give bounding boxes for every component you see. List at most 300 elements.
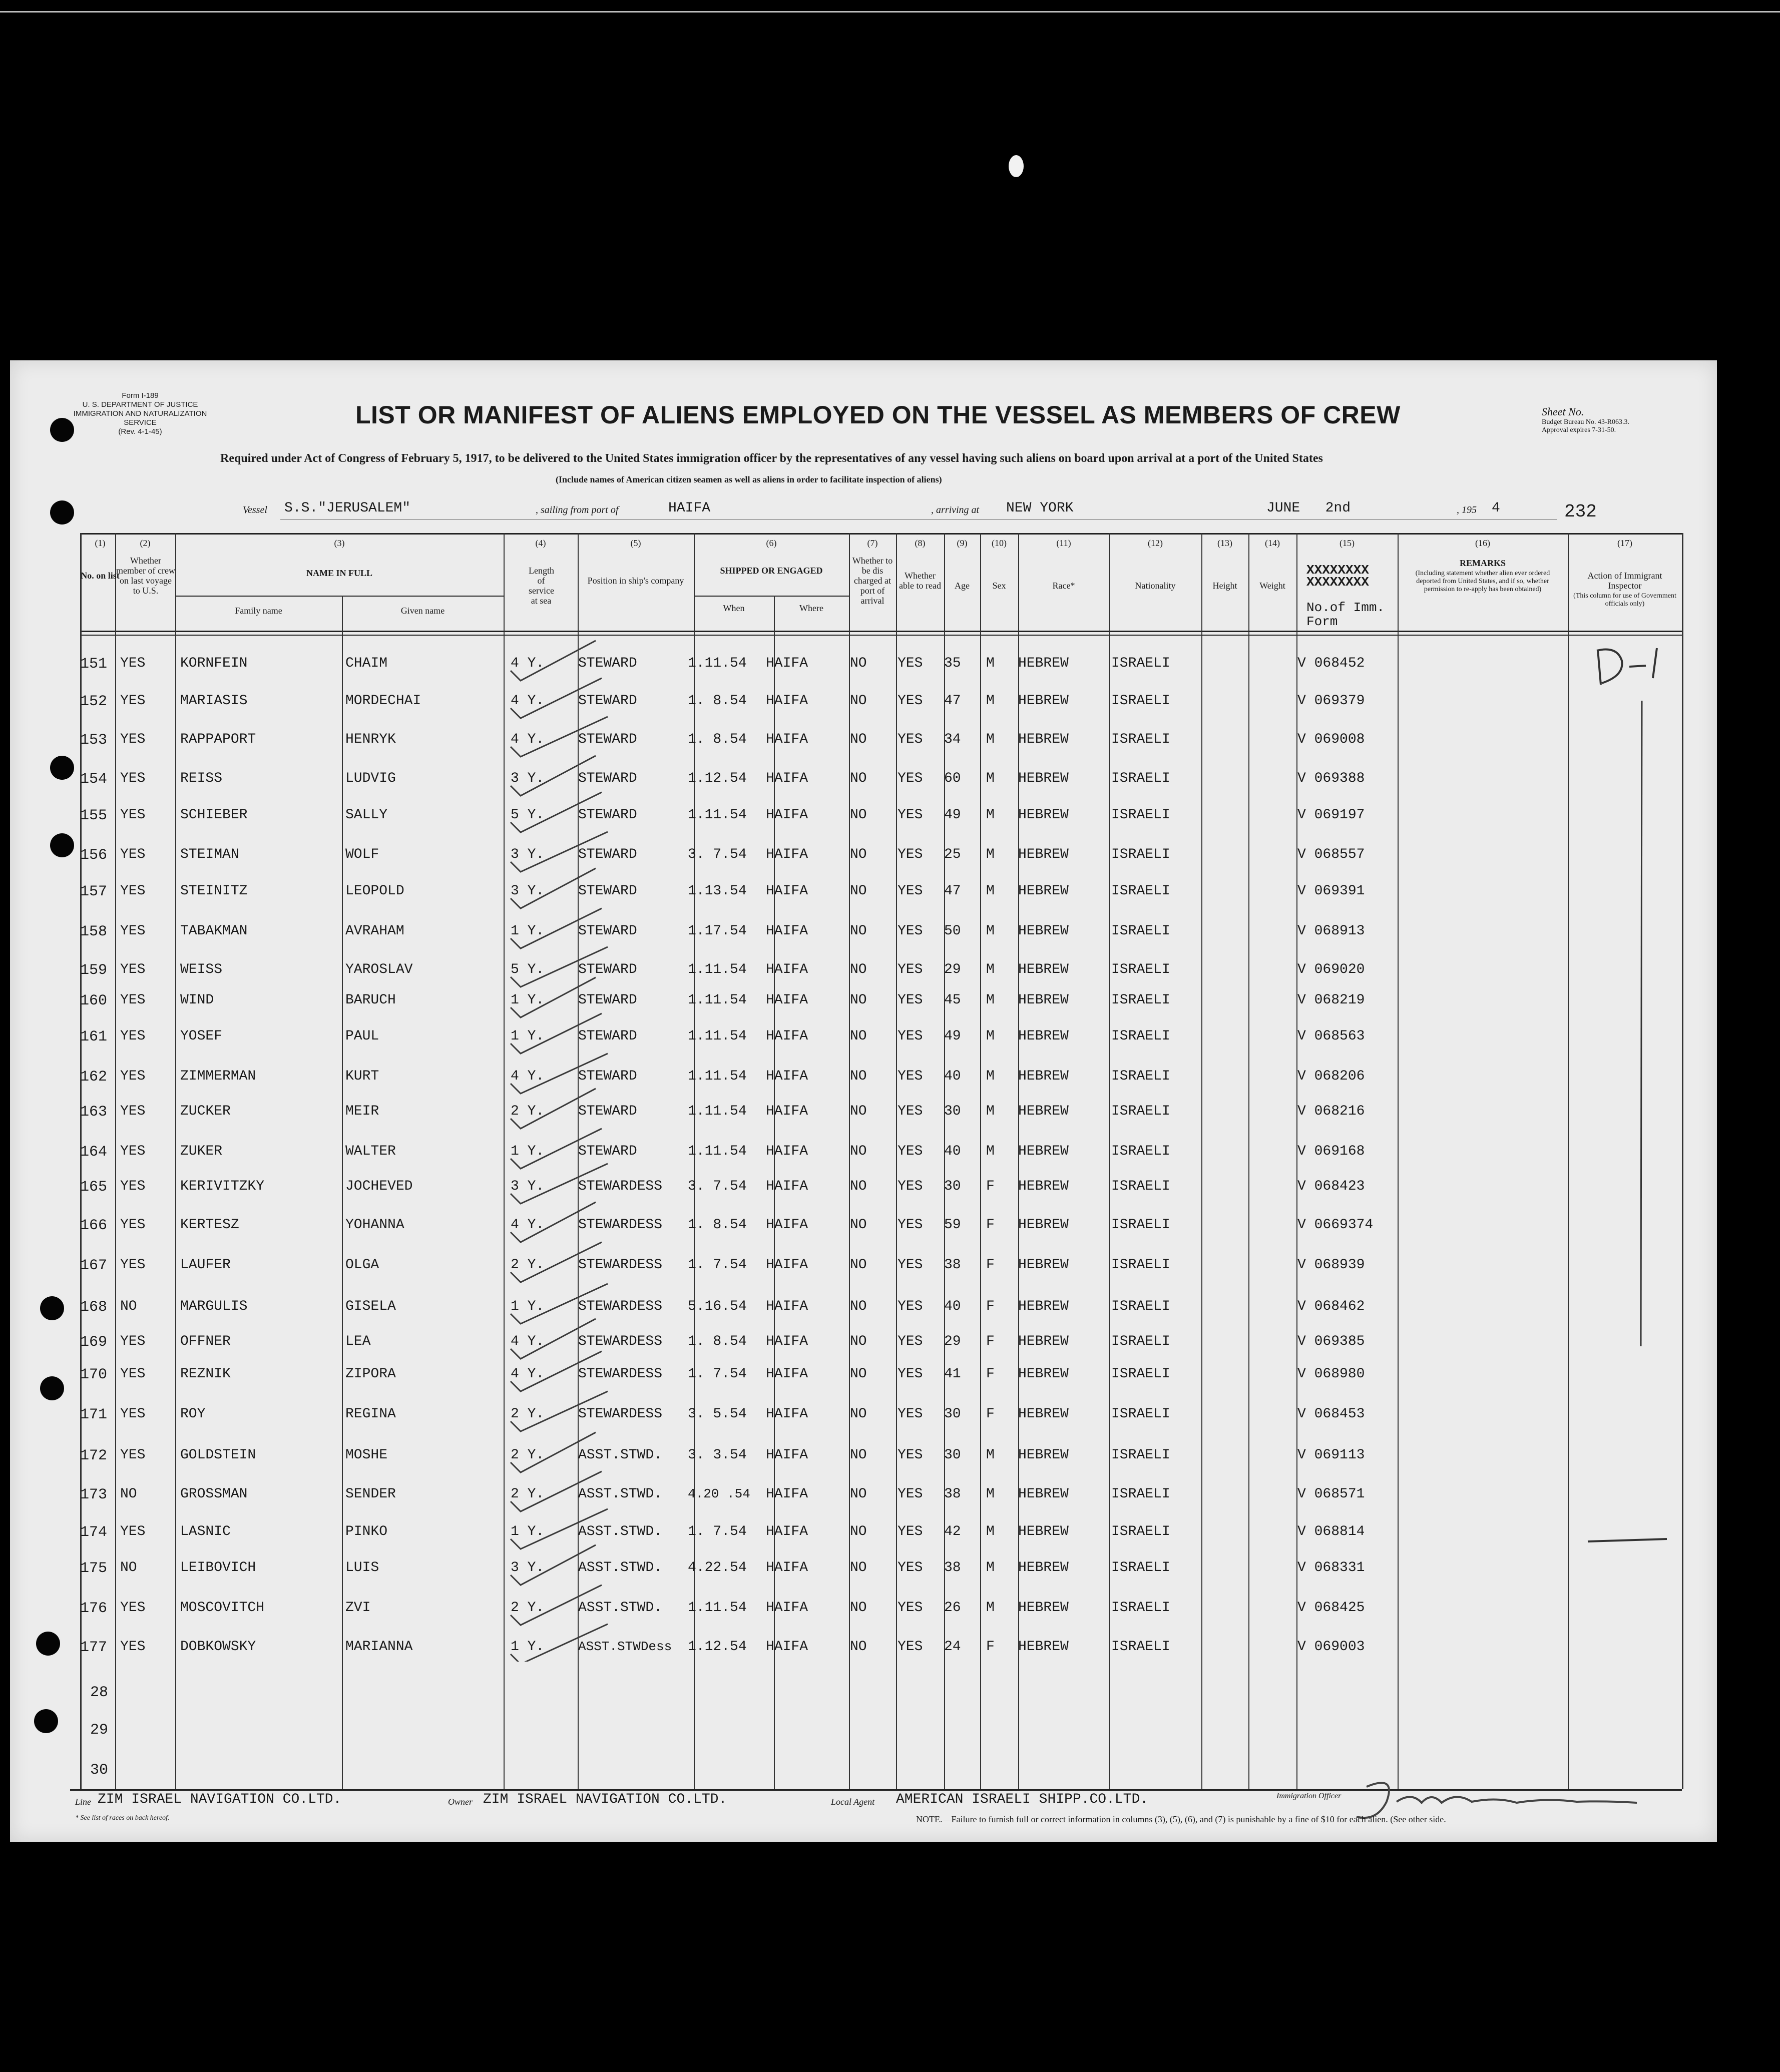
discharged: NO — [850, 1144, 867, 1159]
engaged-when: 1.11.54 — [688, 656, 747, 671]
sex: M — [986, 1028, 995, 1044]
sheet-label: Sheet No. — [1542, 405, 1584, 418]
engaged-where: HAIFA — [766, 1560, 808, 1576]
engaged-where: HAIFA — [766, 1447, 808, 1463]
race: HEBREW — [1018, 1486, 1069, 1502]
family-name: RAPPAPORT — [180, 732, 256, 747]
revision: (Rev. 4-1-45) — [118, 427, 162, 436]
sex: M — [986, 883, 995, 899]
imm-form-number: V 069008 — [1297, 732, 1365, 747]
engaged-when: 1.17.54 — [688, 923, 747, 939]
family-name: STEIMAN — [180, 847, 239, 862]
previous-voyage: YES — [120, 1639, 146, 1655]
race: HEBREW — [1018, 771, 1069, 786]
discharged: NO — [850, 962, 867, 977]
service-length: 1 Y. — [511, 1028, 545, 1044]
nationality: ISRAELI — [1111, 1524, 1170, 1539]
given-name: YOHANNA — [345, 1217, 404, 1233]
col8-label: Whether able to read — [899, 571, 941, 591]
col4-num: (4) — [535, 538, 546, 548]
service-length: 1 Y. — [511, 992, 545, 1008]
col7-num: (7) — [867, 538, 878, 548]
previous-voyage: YES — [120, 1406, 146, 1422]
previous-voyage: YES — [120, 992, 146, 1008]
position: STEWARD — [578, 1069, 637, 1084]
previous-voyage: YES — [120, 732, 146, 747]
imm-form-number: V 069379 — [1297, 693, 1365, 709]
discharged: NO — [850, 1299, 867, 1314]
previous-voyage: YES — [120, 962, 146, 977]
row-number: 156 — [80, 847, 108, 864]
position: STEWARDESS — [578, 1179, 663, 1194]
family-name: LAUFER — [180, 1257, 231, 1273]
previous-voyage: YES — [120, 1028, 146, 1044]
able-to-read: YES — [898, 1069, 923, 1084]
nationality: ISRAELI — [1111, 1406, 1170, 1422]
family-name: WEISS — [180, 962, 223, 977]
check-mark — [511, 717, 608, 757]
age: 34 — [944, 732, 961, 747]
punch-hole — [34, 1709, 58, 1733]
nationality: ISRAELI — [1111, 1366, 1170, 1382]
sex: F — [986, 1217, 995, 1233]
engaged-where: HAIFA — [766, 732, 808, 747]
agent-label: Local Agent — [831, 1797, 875, 1807]
age: 49 — [944, 1028, 961, 1044]
age: 59 — [944, 1217, 961, 1233]
discharged: NO — [850, 1028, 867, 1044]
imm-form-number: V 068423 — [1297, 1179, 1365, 1194]
port-to: NEW YORK — [1006, 500, 1074, 516]
sex: M — [986, 1486, 995, 1502]
check-mark — [511, 1432, 596, 1472]
race: HEBREW — [1018, 1334, 1069, 1349]
nationality: ISRAELI — [1111, 771, 1170, 786]
age: 47 — [944, 883, 961, 899]
previous-voyage: YES — [120, 1257, 146, 1273]
engaged-where: HAIFA — [766, 1486, 808, 1502]
sex: F — [986, 1179, 995, 1194]
row-number: 168 — [80, 1299, 108, 1316]
sex: F — [986, 1639, 995, 1655]
nationality: ISRAELI — [1111, 1144, 1170, 1159]
able-to-read: YES — [898, 1104, 923, 1119]
check-mark — [511, 1545, 596, 1585]
engaged-where: HAIFA — [766, 693, 808, 709]
col13-num: (13) — [1217, 538, 1232, 548]
year-digit: 4 — [1492, 500, 1500, 516]
engaged-where: HAIFA — [766, 1179, 808, 1194]
service-length: 3 Y. — [511, 771, 545, 786]
age: 38 — [944, 1486, 961, 1502]
position: STEWARDESS — [578, 1366, 663, 1382]
imm-form-number: V 0669374 — [1297, 1217, 1374, 1233]
race: HEBREW — [1018, 992, 1069, 1008]
family-name: WIND — [180, 992, 214, 1008]
imm-form-number: V 068939 — [1297, 1257, 1365, 1273]
service-length: 1 Y. — [511, 923, 545, 939]
check-mark — [511, 1202, 596, 1242]
sex: M — [986, 1560, 995, 1576]
age: 30 — [944, 1179, 961, 1194]
punch-hole — [40, 1296, 64, 1320]
position: ASST.STWD. — [578, 1560, 663, 1576]
sex: M — [986, 1524, 995, 1539]
nationality: ISRAELI — [1111, 693, 1170, 709]
col4-label: Length of service at sea — [529, 566, 554, 606]
position: STEWARDESS — [578, 1334, 663, 1349]
engaged-where: HAIFA — [766, 1217, 808, 1233]
engaged-where: HAIFA — [766, 1104, 808, 1119]
given-name: MORDECHAI — [345, 693, 421, 709]
race: HEBREW — [1018, 807, 1069, 823]
discharged: NO — [850, 1334, 867, 1349]
officer-label: Immigration Officer — [1276, 1792, 1342, 1800]
check-mark — [511, 947, 608, 987]
engaged-where: HAIFA — [766, 923, 808, 939]
punch-hole — [36, 1632, 60, 1656]
engaged-where: HAIFA — [766, 807, 808, 823]
able-to-read: YES — [898, 962, 923, 977]
service-length: 4 Y. — [511, 656, 545, 671]
able-to-read: YES — [898, 693, 923, 709]
given-name: GISELA — [345, 1299, 396, 1314]
col16-num: (16) — [1475, 538, 1490, 548]
col3-label: NAME IN FULL — [306, 568, 372, 578]
given-name: JOCHEVED — [345, 1179, 413, 1194]
given-name: LEA — [345, 1334, 371, 1349]
position: STEWARD — [578, 693, 637, 709]
empty-row-number: 29 — [90, 1722, 109, 1739]
col9-num: (9) — [957, 538, 968, 548]
age: 24 — [944, 1639, 961, 1655]
imm-form-number: V 069020 — [1297, 962, 1365, 977]
row-number: 157 — [80, 883, 108, 900]
nationality: ISRAELI — [1111, 1104, 1170, 1119]
previous-voyage: YES — [120, 1217, 146, 1233]
able-to-read: YES — [898, 1334, 923, 1349]
given-name: PAUL — [345, 1028, 379, 1044]
row-number: 155 — [80, 807, 108, 824]
col2-label: Whether member of crew on last voyage to U.S. — [116, 556, 175, 596]
family-name: ROY — [180, 1406, 206, 1422]
service-length: 4 Y. — [511, 1334, 545, 1349]
check-mark — [511, 756, 596, 796]
family-name: KERTESZ — [180, 1217, 239, 1233]
race: HEBREW — [1018, 656, 1069, 671]
discharged: NO — [850, 1257, 867, 1273]
service-length: 1 Y. — [511, 1639, 545, 1655]
age: 40 — [944, 1299, 961, 1314]
given-name: WALTER — [345, 1144, 396, 1159]
discharged: NO — [850, 847, 867, 862]
age: 30 — [944, 1447, 961, 1463]
able-to-read: YES — [898, 883, 923, 899]
previous-voyage: YES — [120, 693, 146, 709]
able-to-read: YES — [898, 1028, 923, 1044]
table-subrule — [694, 596, 849, 597]
discharged: NO — [850, 732, 867, 747]
given-name: OLGA — [345, 1257, 379, 1273]
family-name: MOSCOVITCH — [180, 1600, 265, 1616]
age: 49 — [944, 807, 961, 823]
check-mark — [511, 1585, 602, 1625]
service-length: 5 Y. — [511, 962, 545, 977]
age: 25 — [944, 847, 961, 862]
position: STEWARD — [578, 1104, 637, 1119]
previous-voyage: YES — [120, 1600, 146, 1616]
position: STEWARDESS — [578, 1406, 663, 1422]
position: STEWARDESS — [578, 1217, 663, 1233]
engaged-where: HAIFA — [766, 992, 808, 1008]
given-name: PINKO — [345, 1524, 388, 1539]
engaged-where: HAIFA — [766, 1600, 808, 1616]
table-column-line — [504, 533, 505, 1789]
engaged-when: 1.13.54 — [688, 883, 747, 899]
service: IMMIGRATION AND NATURALIZATION SERVICE — [73, 409, 207, 427]
previous-voyage: YES — [120, 847, 146, 862]
discharged: NO — [850, 771, 867, 786]
table-rule — [80, 631, 1682, 632]
family-name: YOSEF — [180, 1028, 223, 1044]
age: 38 — [944, 1560, 961, 1576]
row-number: 171 — [80, 1406, 108, 1423]
arrival-date: JUNE 2nd — [1266, 500, 1351, 516]
previous-voyage: YES — [120, 1366, 146, 1382]
engaged-when: 4.20 .54 — [688, 1486, 750, 1501]
discharged: NO — [850, 1486, 867, 1502]
service-length: 2 Y. — [511, 1257, 545, 1273]
service-length: 2 Y. — [511, 1104, 545, 1119]
check-mark — [511, 1471, 602, 1511]
able-to-read: YES — [898, 656, 923, 671]
manifest-sheet — [10, 360, 1717, 1842]
imm-form-number: V 069385 — [1297, 1334, 1365, 1349]
engaged-when: 1.11.54 — [688, 1069, 747, 1084]
engaged-where: HAIFA — [766, 1144, 808, 1159]
given-name: AVRAHAM — [345, 923, 404, 939]
race: HEBREW — [1018, 1069, 1069, 1084]
imm-form-number: V 069003 — [1297, 1639, 1365, 1655]
service-length: 2 Y. — [511, 1447, 545, 1463]
engaged-when: 1.11.54 — [688, 1600, 747, 1616]
discharged: NO — [850, 1524, 867, 1539]
family-name: LEIBOVICH — [180, 1560, 256, 1576]
port-from: HAIFA — [668, 500, 711, 516]
engaged-where: HAIFA — [766, 962, 808, 977]
row-number: 154 — [80, 771, 108, 788]
position: STEWARD — [578, 923, 637, 939]
family-name: OFFNER — [180, 1334, 231, 1349]
previous-voyage: YES — [120, 1069, 146, 1084]
check-mark — [511, 977, 596, 1017]
position: ASST.STWD. — [578, 1600, 663, 1616]
discharged: NO — [850, 1639, 867, 1655]
check-mark — [511, 832, 608, 872]
imm-form-number: V 068913 — [1297, 923, 1365, 939]
vessel-label: Vessel — [243, 504, 267, 515]
position: STEWARD — [578, 656, 637, 671]
engaged-when: 3. 3.54 — [688, 1447, 747, 1463]
discharged: NO — [850, 923, 867, 939]
race: HEBREW — [1018, 1299, 1069, 1314]
position: ASST.STWDess — [578, 1639, 672, 1654]
race: HEBREW — [1018, 1600, 1069, 1616]
check-mark — [511, 641, 596, 681]
given-name: LUIS — [345, 1560, 379, 1576]
nationality: ISRAELI — [1111, 807, 1170, 823]
row-number: 166 — [80, 1217, 108, 1234]
able-to-read: YES — [898, 771, 923, 786]
engaged-where: HAIFA — [766, 1366, 808, 1382]
check-mark — [511, 1242, 602, 1282]
imm-form-number: V 068206 — [1297, 1069, 1365, 1084]
age: 35 — [944, 656, 961, 671]
row-number: 174 — [80, 1524, 108, 1541]
family-name: GROSSMAN — [180, 1486, 248, 1502]
able-to-read: YES — [898, 1217, 923, 1233]
engaged-where: HAIFA — [766, 1299, 808, 1314]
previous-voyage: YES — [120, 807, 146, 823]
col17-label: Action of Immigrant Inspector — [1587, 571, 1662, 591]
imm-form-number: V 068425 — [1297, 1600, 1365, 1616]
given-name: SALLY — [345, 807, 388, 823]
discharged: NO — [850, 656, 867, 671]
previous-voyage: YES — [120, 1104, 146, 1119]
row-number: 153 — [80, 732, 108, 749]
discharged: NO — [850, 1366, 867, 1382]
family-name: DOBKOWSKY — [180, 1639, 256, 1655]
inspector-mark — [1587, 641, 1687, 2072]
race: HEBREW — [1018, 1028, 1069, 1044]
engaged-when: 1.11.54 — [688, 807, 747, 823]
given-name: BARUCH — [345, 992, 396, 1008]
approval: Approval expires 7-31-50. — [1542, 426, 1616, 434]
given-name: ZIPORA — [345, 1366, 396, 1382]
table-column-line — [896, 533, 897, 1789]
service-length: 1 Y. — [511, 1144, 545, 1159]
service-length: 4 Y. — [511, 732, 545, 747]
check-mark — [511, 868, 596, 908]
imm-form-number: V 069168 — [1297, 1144, 1365, 1159]
position: STEWARD — [578, 771, 637, 786]
engaged-when: 1. 7.54 — [688, 1524, 747, 1539]
age: 41 — [944, 1366, 961, 1382]
imm-form-number: V 069197 — [1297, 807, 1365, 823]
engaged-when: 1.11.54 — [688, 1028, 747, 1044]
service-length: 2 Y. — [511, 1406, 545, 1422]
check-mark — [511, 792, 602, 832]
age: 47 — [944, 693, 961, 709]
race: HEBREW — [1018, 693, 1069, 709]
discharged: NO — [850, 1600, 867, 1616]
able-to-read: YES — [898, 1299, 923, 1314]
sex: M — [986, 1069, 995, 1084]
race: HEBREW — [1018, 1366, 1069, 1382]
engaged-when: 4.22.54 — [688, 1560, 747, 1576]
previous-voyage: YES — [120, 883, 146, 899]
position: ASST.STWD. — [578, 1486, 663, 1502]
row-number: 165 — [80, 1179, 108, 1196]
table-rule — [80, 635, 1682, 636]
family-name: KORNFEIN — [180, 656, 248, 671]
imm-form-number: V 068814 — [1297, 1524, 1365, 1539]
col3-given: Given name — [400, 606, 445, 616]
col14-label: Weight — [1259, 581, 1285, 591]
engaged-when: 1.11.54 — [688, 962, 747, 977]
row-number: 161 — [80, 1028, 108, 1046]
form-note: (Include names of American citizen seamen as well as aliens in order to facilitate inspection of aliens) — [556, 474, 942, 484]
engaged-where: HAIFA — [766, 1028, 808, 1044]
punch-hole — [50, 833, 74, 857]
table-column-line — [342, 596, 343, 1789]
empty-row-number: 30 — [90, 1762, 109, 1779]
sailing-label: , sailing from port of — [536, 504, 619, 515]
previous-voyage: YES — [120, 923, 146, 939]
given-name: HENRYK — [345, 732, 396, 747]
family-name: ZUKER — [180, 1144, 223, 1159]
engaged-when: 1. 8.54 — [688, 693, 747, 709]
able-to-read: YES — [898, 1560, 923, 1576]
given-name: YAROSLAV — [345, 962, 413, 977]
race: HEBREW — [1018, 1104, 1069, 1119]
col17-num: (17) — [1617, 538, 1632, 548]
able-to-read: YES — [898, 1524, 923, 1539]
previous-voyage: NO — [120, 1299, 137, 1314]
col6-when: When — [723, 603, 745, 613]
discharged: NO — [850, 883, 867, 899]
arriving-label: , arriving at — [931, 504, 980, 515]
previous-voyage: YES — [120, 1334, 146, 1349]
service-length: 2 Y. — [511, 1600, 545, 1616]
age: 26 — [944, 1600, 961, 1616]
row-number: 170 — [80, 1366, 108, 1383]
family-name: ZIMMERMAN — [180, 1069, 256, 1084]
check-mark — [511, 1319, 596, 1359]
col6-label: SHIPPED OR ENGAGED — [720, 566, 823, 576]
sex: M — [986, 1144, 995, 1159]
imm-form-number: V 069391 — [1297, 883, 1365, 899]
imm-form-number: V 068331 — [1297, 1560, 1365, 1576]
sex: F — [986, 1257, 995, 1273]
able-to-read: YES — [898, 1639, 923, 1655]
service-length: 3 Y. — [511, 883, 545, 899]
sex: F — [986, 1406, 995, 1422]
sex: M — [986, 962, 995, 977]
nationality: ISRAELI — [1111, 1028, 1170, 1044]
col12-label: Nationality — [1135, 581, 1176, 591]
engaged-where: HAIFA — [766, 883, 808, 899]
check-mark — [511, 1129, 602, 1169]
position: STEWARD — [578, 962, 637, 977]
age: 40 — [944, 1144, 961, 1159]
nationality: ISRAELI — [1111, 1257, 1170, 1273]
table-column-line — [1109, 533, 1110, 1789]
col15-label: No.of Imm. Form — [1306, 600, 1385, 629]
race: HEBREW — [1018, 962, 1069, 977]
sex: M — [986, 923, 995, 939]
row-number: 163 — [80, 1104, 108, 1121]
service-length: 1 Y. — [511, 1299, 545, 1314]
nationality: ISRAELI — [1111, 1600, 1170, 1616]
family-name: REISS — [180, 771, 223, 786]
vessel-name: S.S."JERUSALEM" — [284, 500, 411, 516]
service-length: 1 Y. — [511, 1524, 545, 1539]
sex: M — [986, 1600, 995, 1616]
race: HEBREW — [1018, 1179, 1069, 1194]
sex: M — [986, 1104, 995, 1119]
col17-note: (This column for use of Government officials only) — [1573, 592, 1676, 608]
